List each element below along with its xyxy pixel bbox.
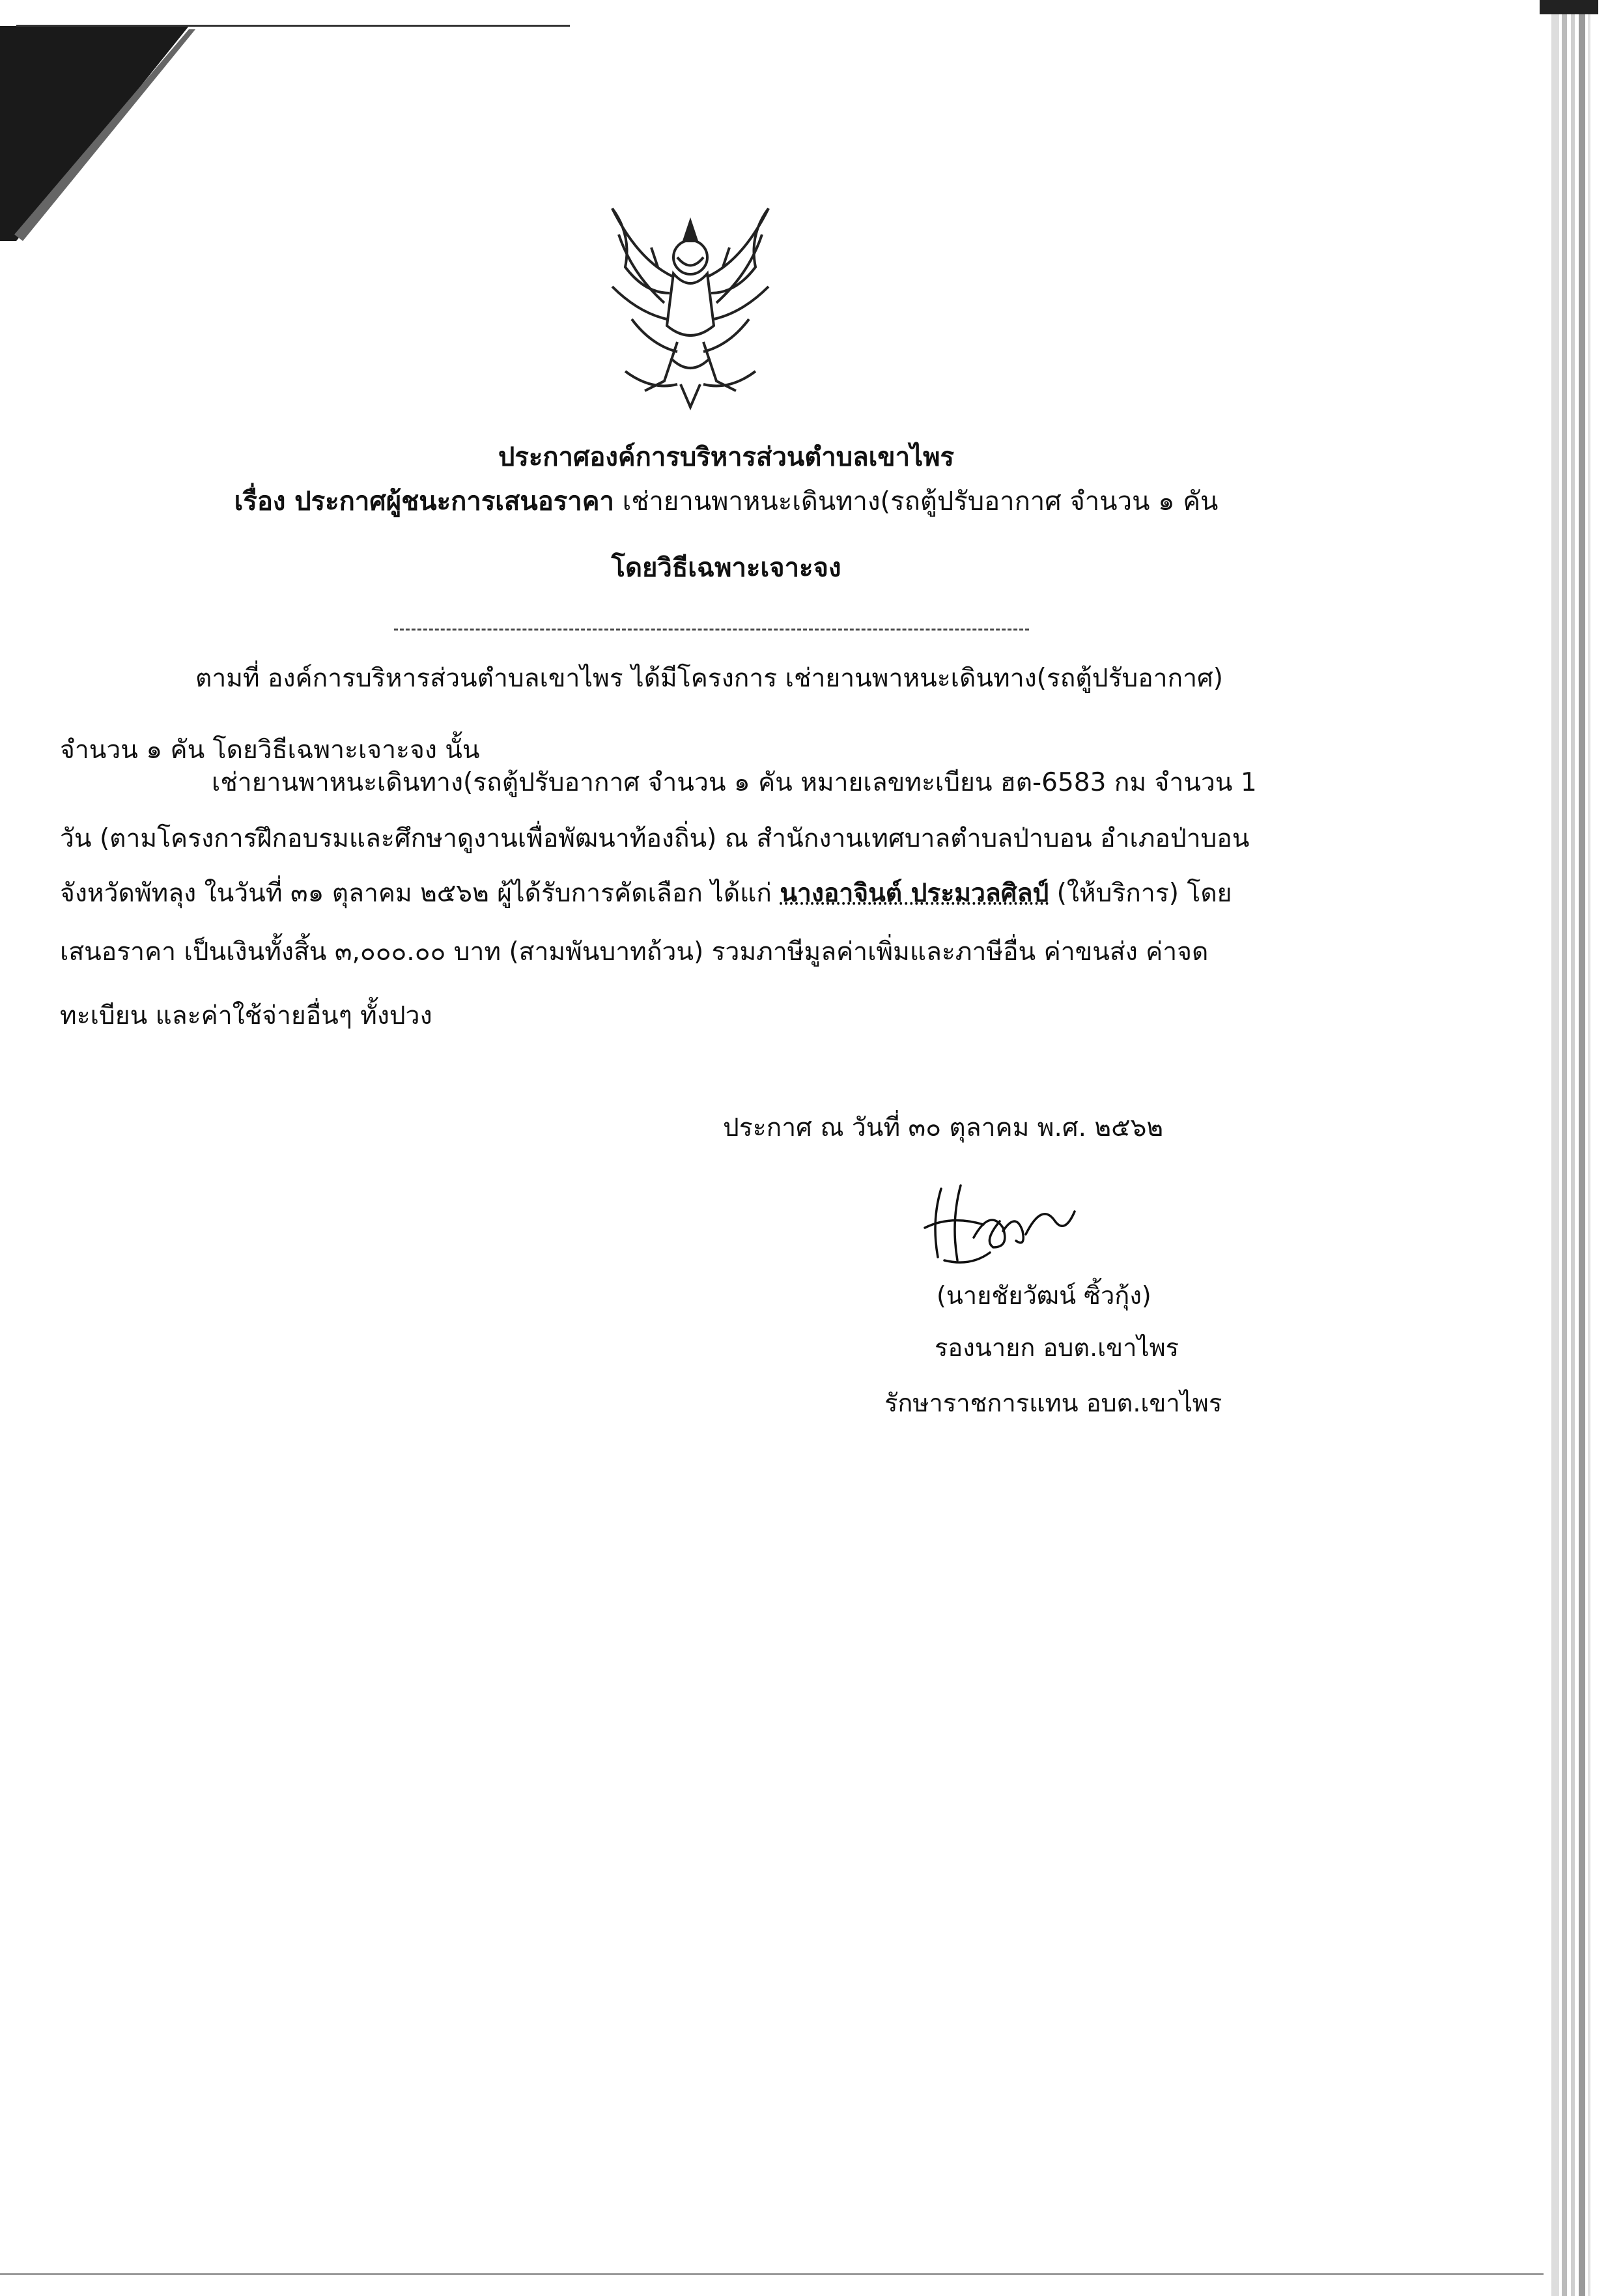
announcement-date: ประกาศ ณ วันที่ ๓๐ ตุลาคม พ.ศ. ๒๕๖๒ xyxy=(723,1113,1164,1142)
service-note: (ให้บริการ) โดย xyxy=(1056,879,1232,908)
handwritten-signature-icon xyxy=(912,1176,1081,1273)
acting-position: รักษาราชการแทน อบต.เขาไพร xyxy=(884,1389,1222,1417)
signer-name: (นายชัยวัฒน์ ซิ้วกุ้ง) xyxy=(937,1281,1151,1310)
selection-text: จังหวัดพัทลุง ในวันที่ ๓๑ ตุลาคม ๒๕๖๒ ผู้ได้รับการคัดเลือก ได้แก่ xyxy=(60,879,772,908)
paragraph-2-line-1: เช่ายานพาหนะเดินทาง(รถตู้ปรับอากาศ จำนวน ๑ คัน หมายเลขทะเบียน ฮต-6583 กม จำนวน 1 xyxy=(212,768,1257,797)
procurement-method: โดยวิธีเฉพาะเจาะจง xyxy=(611,553,841,583)
paragraph-1-line-1: ตามที่ องค์การบริหารส่วนตำบลเขาไพร ได้มีโครงการ เช่ายานพาหนะเดินทาง(รถตู้ปรับอากาศ) xyxy=(195,664,1224,693)
announcement-title: ประกาศองค์การบริหารส่วนตำบลเขาไพร xyxy=(498,442,955,472)
subject-text: เช่ายานพาหนะเดินทาง(รถตู้ปรับอากาศ จำนวน ๑ คัน xyxy=(622,487,1219,517)
subject-label: เรื่อง ประกาศผู้ชนะการเสนอราคา xyxy=(234,487,614,517)
paragraph-1-line-2: จำนวน ๑ คัน โดยวิธีเฉพาะเจาะจง นั้น xyxy=(60,735,480,765)
scan-bottom-edge xyxy=(0,2273,1544,2275)
winner-name: นางอาจินต์ ประมวลศิลป์ xyxy=(780,879,1049,908)
dashed-separator xyxy=(394,629,1029,631)
scan-corner-shadow xyxy=(0,0,195,248)
announcement-subject xyxy=(0,482,1452,521)
paragraph-2-line-5: ทะเบียน และค่าใช้จ่ายอื่นๆ ทั้งปวง xyxy=(60,1001,432,1030)
paragraph-2-line-4: เสนอราคา เป็นเงินทั้งสิ้น ๓,๐๐๐.๐๐ บาท (สามพันบาทถ้วน) รวมภาษีมูลค่าเพิ่มและภาษีอื่น ค่าขนส่ง ค่าจด xyxy=(60,937,1209,967)
scan-top-edge xyxy=(16,25,570,27)
scan-right-edge xyxy=(1525,0,1623,2296)
paragraph-2-line-3 xyxy=(60,874,1232,913)
signer-position: รองนายก อบต.เขาไพร xyxy=(935,1333,1179,1362)
paragraph-2-line-2: วัน (ตามโครงการฝึกอบรมและศึกษาดูงานเพื่อพัฒนาท้องถิ่น) ณ สำนักงานเทศบาลตำบลป่าบอน อำเภอป่าบอน xyxy=(60,824,1250,853)
garuda-emblem-icon xyxy=(586,195,795,417)
